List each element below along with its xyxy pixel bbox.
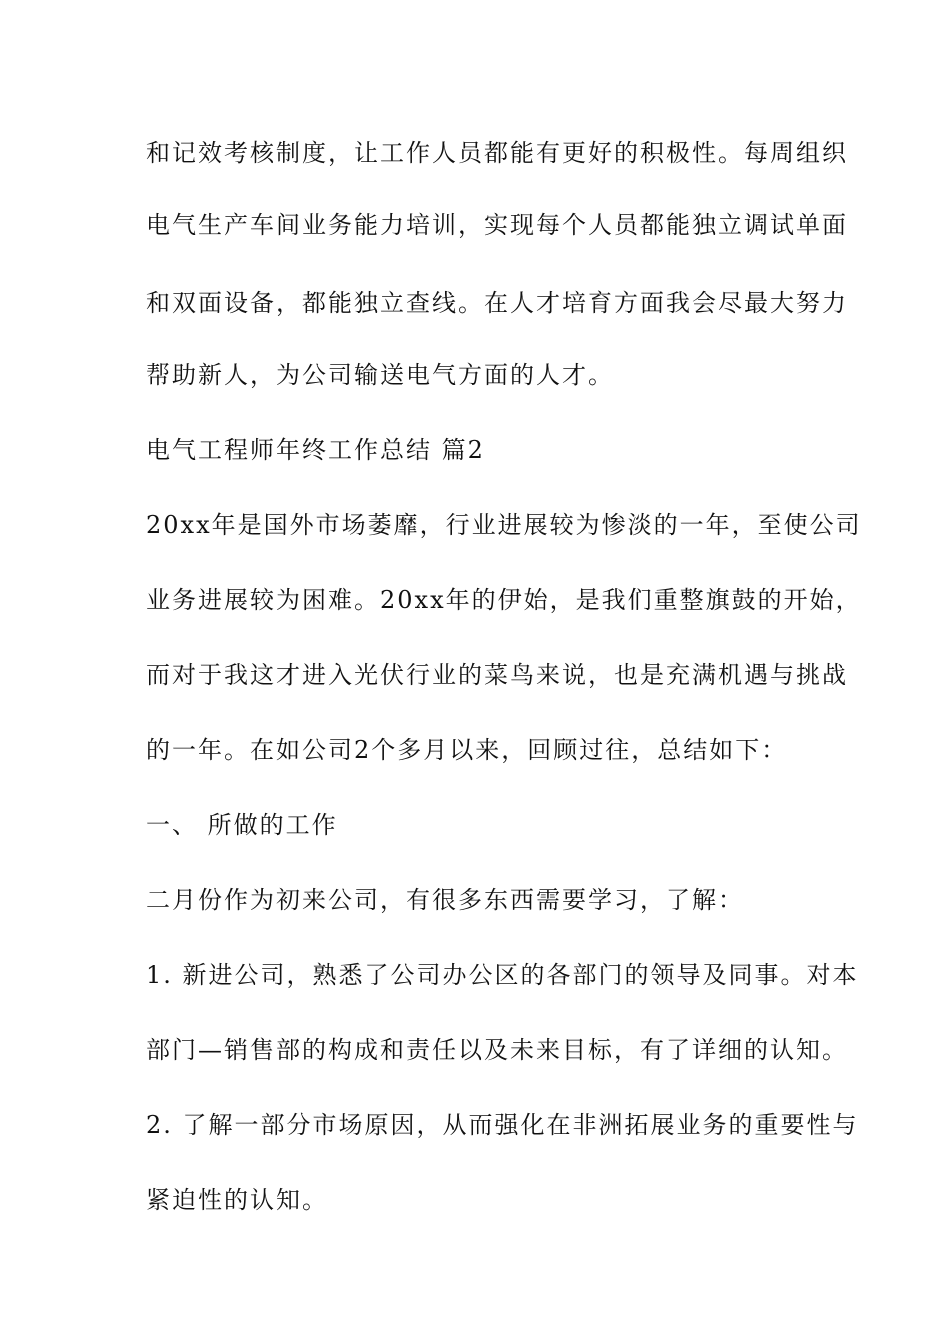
subsection-heading: 一、 所做的工作 xyxy=(146,811,338,839)
text-line: 而对于我这才进入光伏行业的菜鸟来说，也是充满机遇与挑战 xyxy=(146,661,848,689)
text-line: 帮助新人，为公司输送电气方面的人才。 xyxy=(146,361,614,389)
section-heading: 电气工程师年终工作总结 篇2 xyxy=(146,436,485,464)
text-line: 的一年。在如公司2个多月以来，回顾过往，总结如下： xyxy=(146,736,788,764)
list-item: 2. 了解一部分市场原因，从而强化在非洲拓展业务的重要性与 xyxy=(146,1111,859,1139)
text-line: 和记效考核制度，让工作人员都能有更好的积极性。每周组织 xyxy=(146,139,848,167)
text-line: 20xx年是国外市场萎靡，行业进展较为惨淡的一年，至使公司 xyxy=(146,511,862,539)
text-line: 紧迫性的认知。 xyxy=(146,1186,328,1214)
text-line: 部门—销售部的构成和责任以及未来目标，有了详细的认知。 xyxy=(146,1036,848,1064)
text-line: 业务进展较为困难。20xx年的伊始，是我们重整旗鼓的开始， xyxy=(146,586,862,614)
text-line: 电气生产车间业务能力培训，实现每个人员都能独立调试单面 xyxy=(146,211,848,239)
list-item: 1. 新进公司，熟悉了公司办公区的各部门的领导及同事。对本 xyxy=(146,961,859,989)
text-line: 二月份作为初来公司，有很多东西需要学习，了解： xyxy=(146,886,744,914)
text-line: 和双面设备，都能独立查线。在人才培育方面我会尽最大努力 xyxy=(146,289,848,317)
